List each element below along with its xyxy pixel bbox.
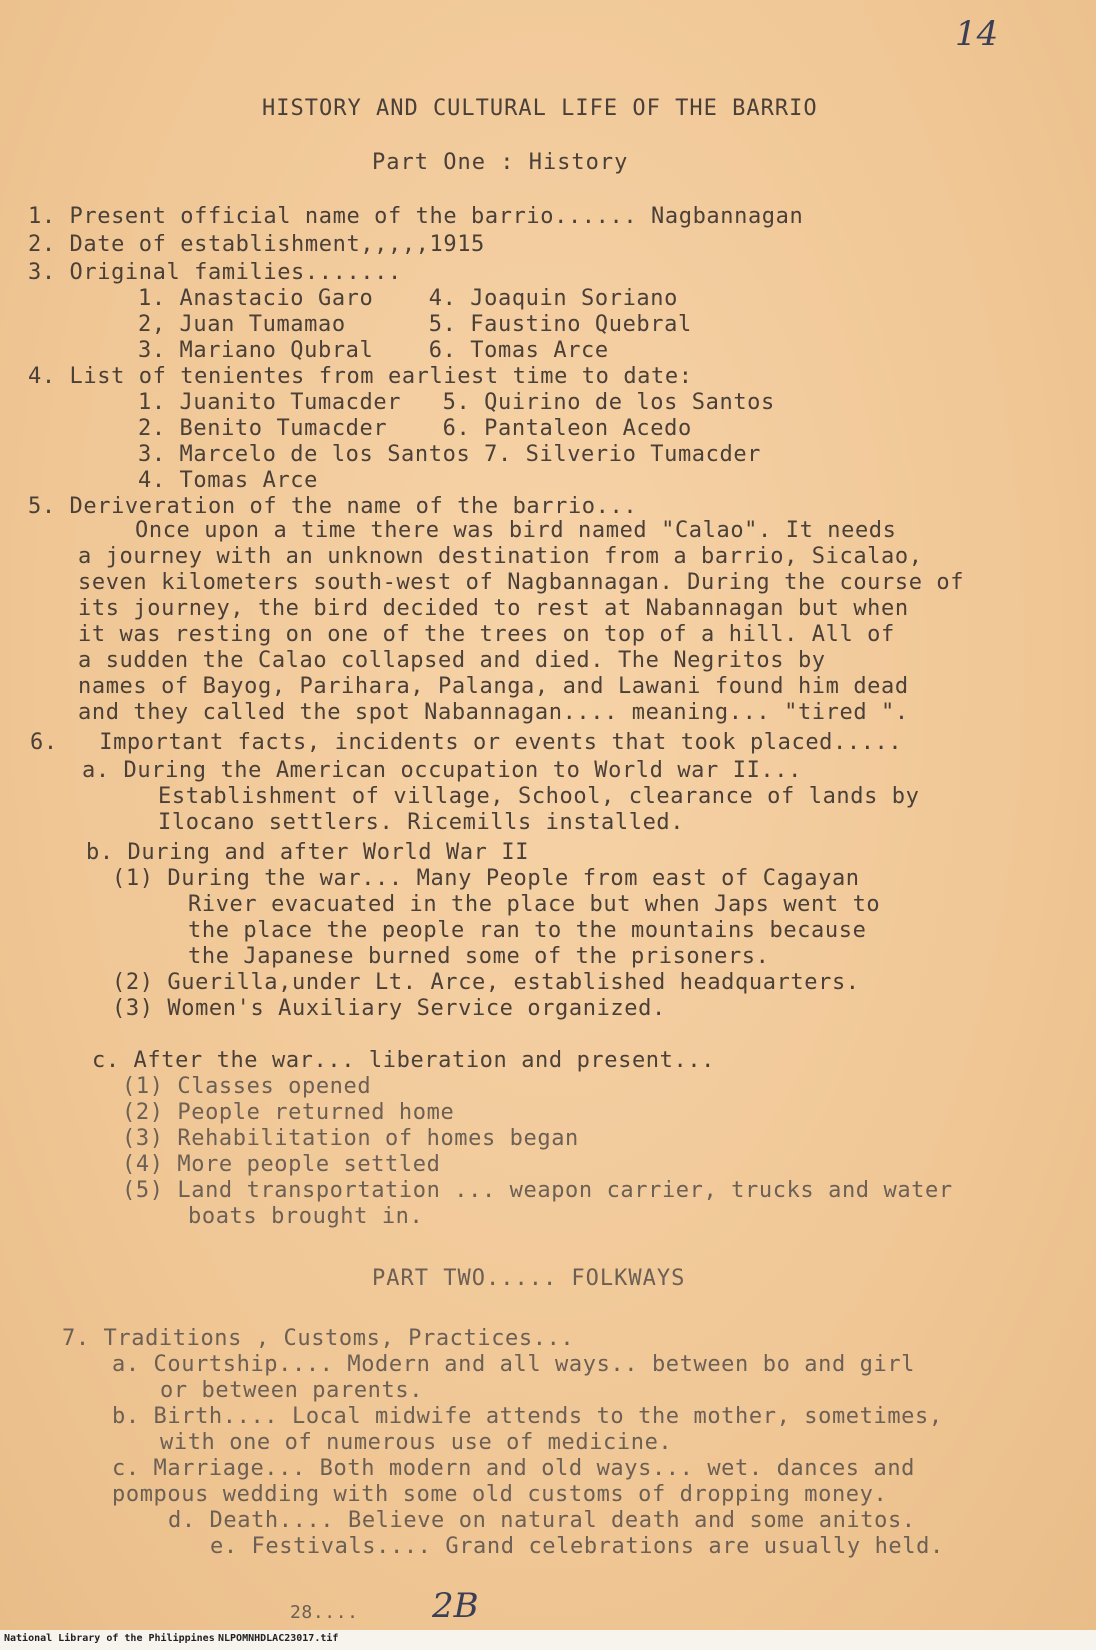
item-4-tenientes: 4. List of tenientes from earliest time to date:	[28, 364, 693, 389]
death-line: d. Death.... Believe on natural death and some anitos.	[168, 1508, 916, 1533]
teniente-row-1: 1. Juanito Tumacder 5. Quirino de los Santos	[138, 390, 775, 415]
derivation-text-8: and they called the spot Nabannagan.... meaning... "tired ".	[78, 700, 909, 725]
facts-c-heading: c. After the war... liberation and present...	[92, 1048, 716, 1073]
facts-b-heading: b. During and after World War II	[86, 840, 530, 865]
derivation-text-6: a sudden the Calao collapsed and died. The Negritos by	[78, 648, 826, 673]
derivation-text-4: its journey, the bird decided to rest at Nabannagan but when	[78, 596, 909, 621]
item-3-original-families: 3. Original families.......	[28, 260, 402, 285]
derivation-text-7: names of Bayog, Parihara, Palanga, and Lawani found him dead	[78, 674, 909, 699]
handwritten-page-mark: 2B	[432, 1586, 479, 1626]
facts-a-text-1: Establishment of village, School, clearance of lands by	[158, 784, 920, 809]
item-7-traditions: 7. Traditions , Customs, Practices...	[62, 1326, 575, 1351]
item-1-official-name: 1. Present official name of the barrio...... Nagbannagan	[28, 204, 804, 229]
facts-b1-text-2: River evacuated in the place but when Japs went to	[188, 892, 881, 917]
birth-line-2: with one of numerous use of medicine.	[160, 1430, 673, 1455]
item-6-important-facts: 6. Important facts, incidents or events that took placed.....	[30, 730, 903, 755]
facts-b3: (3) Women's Auxiliary Service organized.	[112, 996, 666, 1021]
derivation-text-3: seven kilometers south-west of Nagbannagan. During the course of	[78, 570, 965, 595]
courtship-line-1: a. Courtship.... Modern and all ways.. between bo and girl	[112, 1352, 916, 1377]
facts-c3: (3) Rehabilitation of homes began	[122, 1126, 579, 1151]
facts-c4: (4) More people settled	[122, 1152, 441, 1177]
facts-c2: (2) People returned home	[122, 1100, 455, 1125]
part-two-heading: PART TWO..... FOLKWAYS	[372, 1266, 686, 1291]
family-row-3: 3. Mariano Qubral 6. Tomas Arce	[138, 338, 609, 363]
page-number: 14	[955, 14, 999, 54]
teniente-row-2: 2. Benito Tumacder 6. Pantaleon Acedo	[138, 416, 692, 441]
teniente-row-3: 3. Marcelo de los Santos 7. Silverio Tumacder	[138, 442, 762, 467]
festivals-line: e. Festivals.... Grand celebrations are usually held.	[210, 1534, 944, 1559]
facts-a-text-2: Ilocano settlers. Ricemills installed.	[158, 810, 685, 835]
teniente-row-4: 4. Tomas Arce	[138, 468, 318, 493]
courtship-line-2: or between parents.	[160, 1378, 424, 1403]
derivation-text-5: it was resting on one of the trees on top of a hill. All of	[78, 622, 895, 647]
facts-b1-text-3: the place the people ran to the mountains because	[188, 918, 867, 943]
facts-b1-text-1: (1) During the war... Many People from east of Cagayan	[112, 866, 860, 891]
facts-a-heading: a. During the American occupation to World war II...	[82, 758, 802, 783]
item-5-name-derivation: 5. Deriveration of the name of the barrio...	[28, 494, 638, 519]
facts-b1-text-4: the Japanese burned some of the prisoners.	[188, 944, 770, 969]
family-row-2: 2, Juan Tumamao 5. Faustino Quebral	[138, 312, 692, 337]
facts-b2: (2) Guerilla,under Lt. Arce, established headquarters.	[112, 970, 860, 995]
bottom-page-mark: 28....	[290, 1602, 359, 1623]
family-row-1: 1. Anastacio Garo 4. Joaquin Soriano	[138, 286, 678, 311]
derivation-text-2: a journey with an unknown destination from a barrio, Sicalao,	[78, 544, 923, 569]
marriage-line-2: pompous wedding with some old customs of dropping money.	[112, 1482, 888, 1507]
item-2-date-established: 2. Date of establishment,,,,,1915	[28, 232, 485, 257]
marriage-line-1: c. Marriage... Both modern and old ways... wet. dances and	[112, 1456, 916, 1481]
document-title: HISTORY AND CULTURAL LIFE OF THE BARRIO	[262, 96, 818, 121]
facts-c5-line-1: (5) Land transportation ... weapon carrier, trucks and water	[122, 1178, 953, 1203]
part-one-heading: Part One : History	[372, 150, 629, 175]
footer-filename: NLPOMNHDLAC23017.tif	[218, 1633, 339, 1644]
birth-line-1: b. Birth.... Local midwife attends to the mother, sometimes,	[112, 1404, 943, 1429]
facts-c1: (1) Classes opened	[122, 1074, 372, 1099]
derivation-text-1: Once upon a time there was bird named "Calao". It needs	[135, 518, 897, 543]
footer-institution: National Library of the Philippines	[4, 1633, 215, 1644]
facts-c5-line-2: boats brought in.	[188, 1204, 424, 1229]
